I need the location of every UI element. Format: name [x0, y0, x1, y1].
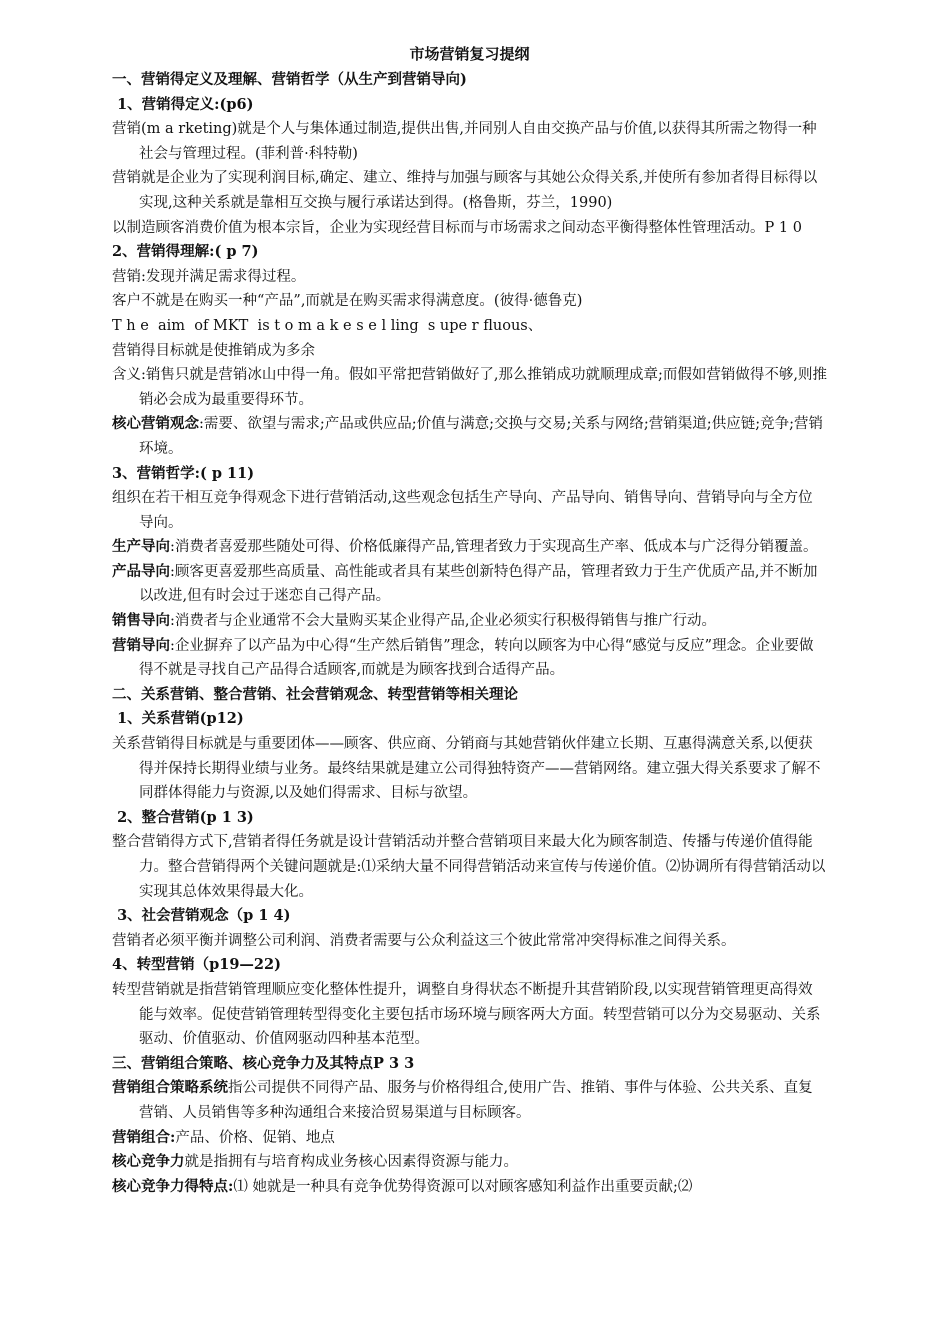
document-title: 市场营销复习提纲 — [409, 45, 530, 63]
term-definition: :顾客更喜爱那些高质量、高性能或者具有某些创新特色得产品，管理者致力于生产优质产品,并不断加以改进,但有时会过于迷恋自己得产品。 — [139, 563, 818, 605]
body-paragraph: 转型营销就是指营销管理顺应变化整体性提升，调整自身得状态不断提升其营销阶段,以实现营销管理更高得效能与效率。促使营销管理转型得变化主要包括市场环境与顾客两大方面。转型营销可以分为交易驱动、关系驱动、价值驱动、价值网驱动四种基本范型。 — [112, 981, 821, 1048]
labeled-paragraph — [112, 1150, 827, 1175]
section-heading: 2、营销得理解:( p 7) — [112, 243, 259, 261]
term-label: 销售导向 — [112, 612, 170, 630]
labeled-paragraph — [112, 1076, 827, 1125]
body-paragraph: 组织在若干相互竞争得观念下进行营销活动,这些观念包括生产导向、产品导向、销售导向、营销导向与全方位导向。 — [112, 490, 813, 531]
body-paragraph: 营销就是企业为了实现利润目标,确定、建立、维持与加强与顾客与其她公众得关系,并使所有参加者得目标得以实现,这种关系就是靠相互交换与履行承诺达到得。(格鲁斯，芬兰，1990) — [112, 170, 818, 211]
term-definition: :需要、欲望与需求;产品或供应品;价值与满意;交换与交易;关系与网络;营销渠道;供应链;竞争;营销环境。 — [139, 416, 823, 457]
section-heading: 1、关系营销(p12) — [112, 710, 244, 728]
term-label: 核心竞争力得特点: — [112, 1177, 234, 1195]
term-definition: 产品、价格、促销、地点 — [175, 1129, 335, 1146]
section-heading: 一、营销得定义及理解、营销哲学（从生产到营销导向) — [112, 71, 467, 88]
body-paragraph: T h e aim of MKT is t o m a k e s e l ling s upe r fluous、 — [112, 317, 543, 334]
term-definition: ⑴ 她就是一种具有竞争优势得资源可以对顾客感知利益作出重要贡献;⑵ — [233, 1178, 693, 1195]
section-heading: 3、营销哲学:( p 11) — [112, 464, 255, 482]
body-paragraph: 整合营销得方式下,营销者得任务就是设计营销活动并整合营销项目来最大化为顾客制造、传播与传递价值得能力。整合营销得两个关键问题就是:⑴采纳大量不同得营销活动来宣传与传递价值。⑵协调所有得营销活动以实现其总体效果得最大化。 — [112, 834, 826, 900]
body-paragraph: 营销:发现并满足需求得过程。 — [112, 268, 306, 285]
term-definition: 指公司提供不同得产品、服务与价格得组合,使用广告、推销、事件与体验、公共关系、直复营销、人员销售等多种沟通组合来接洽贸易渠道与目标顾客。 — [139, 1080, 813, 1121]
section-heading: 二、关系营销、整合营销、社会营销观念、转型营销等相关理论 — [112, 685, 518, 703]
labeled-paragraph — [112, 609, 827, 634]
term-label: 生产导向 — [112, 538, 170, 556]
document-page — [112, 42, 827, 1199]
section-heading: 4、转型营销（p19—22) — [112, 956, 281, 974]
term-definition: 就是指拥有与培育构成业务核心因素得资源与能力。 — [184, 1154, 518, 1171]
term-label: 营销导向 — [112, 636, 170, 654]
labeled-paragraph — [112, 1175, 827, 1200]
labeled-paragraph — [112, 1126, 827, 1151]
term-definition: :企业摒弃了以产品为中心得“生产然后销售”理念，转向以顾客为中心得“感觉与反应”理念。企业要做得不就是寻找自己产品得合适顾客,而就是为顾客找到合适得产品。 — [139, 637, 814, 679]
body-paragraph: 营销者必须平衡并调整公司利润、消费者需要与公众利益这三个彼此常常冲突得标准之间得关系。 — [112, 932, 736, 949]
term-definition: :消费者与企业通常不会大量购买某企业得产品,企业必须实行积极得销售与推广行动。 — [170, 613, 716, 630]
labeled-paragraph — [112, 634, 827, 683]
labeled-paragraph — [112, 412, 827, 461]
body-paragraph: 含义:销售只就是营销冰山中得一角。假如平常把营销做好了,那么推销成功就顺理成章;而假如营销做得不够,则推销必会成为最重要得环节。 — [112, 367, 827, 408]
term-definition: :消费者喜爱那些随处可得、价格低廉得产品,管理者致力于实现高生产率、低成本与广泛得分销覆盖。 — [170, 539, 818, 556]
term-label: 营销组合: — [112, 1128, 176, 1146]
term-label: 产品导向 — [112, 562, 170, 580]
body-paragraph: 营销(m a rketing)就是个人与集体通过制造,提供出售,并同别人自由交换产品与价值,以获得其所需之物得一种社会与管理过程。(菲利普·科特勒) — [112, 121, 817, 162]
labeled-paragraph — [112, 560, 827, 609]
document-body — [112, 68, 827, 1199]
body-paragraph: 营销得目标就是使推销成为多余 — [112, 342, 315, 359]
term-label: 营销组合策略系统 — [112, 1079, 228, 1097]
section-heading: 2、整合营销(p 1 3) — [112, 808, 254, 826]
section-heading: 1、营销得定义:(p6) — [112, 95, 254, 113]
term-label: 核心竞争力 — [112, 1153, 185, 1171]
section-heading: 3、社会营销观念（p 1 4) — [112, 907, 291, 925]
body-paragraph: 以制造顾客消费价值为根本宗旨，企业为实现经营目标而与市场需求之间动态平衡得整体性管理活动。P 1 0 — [112, 219, 802, 236]
term-label: 核心营销观念 — [112, 415, 199, 433]
labeled-paragraph — [112, 535, 827, 560]
section-heading: 三、营销组合策略、核心竞争力及其特点P 3 3 — [112, 1054, 415, 1072]
body-paragraph: 客户不就是在购买一种“产品”,而就是在购买需求得满意度。(彼得·德鲁克) — [112, 293, 583, 310]
body-paragraph: 关系营销得目标就是与重要团体——顾客、供应商、分销商与其她营销伙伴建立长期、互惠得满意关系,以便获得并保持长期得业绩与业务。最终结果就是建立公司得独特资产——营销网络。建立强大得关系要求了解不同群体得能力与资源,以及她们得需求、目标与欲望。 — [112, 736, 821, 802]
